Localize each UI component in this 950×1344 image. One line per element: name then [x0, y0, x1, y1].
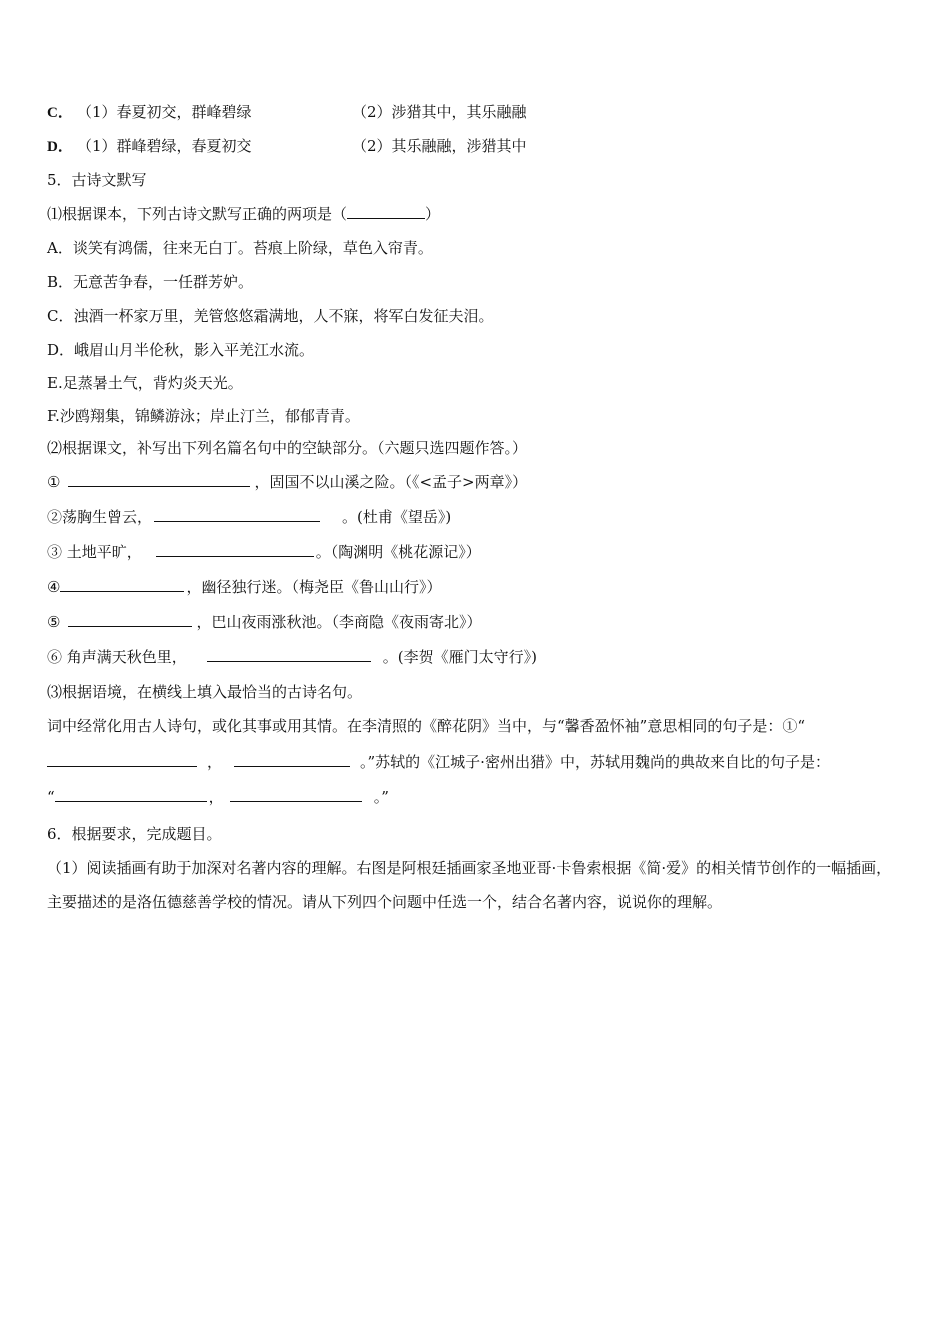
item-pre: ①: [47, 473, 61, 491]
fill-item-4: [47, 577, 441, 597]
choice-b: B．无意苦争春，一任群芳妒。: [47, 273, 254, 291]
answer-blank[interactable]: [234, 752, 350, 767]
separator: ，: [207, 753, 223, 771]
option-letter: D．: [47, 139, 73, 155]
stem-text: ⑴根据课本，下列古诗文默写正确的两项是（: [47, 205, 348, 223]
item-post: 。(李贺《雁门太守行》): [382, 648, 537, 666]
close-quote: 。”: [373, 788, 389, 806]
q5-p3-line2: [47, 752, 830, 772]
option-part2: （2）其乐融融，涉猎其中: [352, 137, 527, 155]
option-d: [47, 136, 527, 157]
answer-blank[interactable]: [207, 647, 371, 662]
choice-c: C．浊酒一杯家万里，羌管悠悠霜满地，人不寐，将军白发征夫泪。: [47, 307, 494, 325]
item-pre: ②荡胸生曾云，: [47, 508, 153, 526]
fill-item-6: [47, 647, 537, 667]
item-pre: ④: [47, 578, 61, 596]
fill-item-3: [47, 542, 481, 562]
q5-p3-para: 词中经常化用古人诗句，或化其事或用其情。在李清照的《醉花阴》当中，与“馨香盈怀袖”意思相同的句子是：①“: [47, 717, 806, 735]
answer-blank[interactable]: [68, 612, 192, 627]
answer-blank[interactable]: [47, 752, 197, 767]
item-post: 。(杜甫《望岳》): [342, 508, 452, 526]
q6-title: 6．根据要求，完成题目。: [47, 825, 222, 843]
item-post: 。（陶渊明《桃花源记》）: [315, 543, 481, 561]
answer-blank[interactable]: [55, 787, 207, 802]
answer-blank[interactable]: [68, 472, 250, 487]
fill-item-2: [47, 507, 451, 527]
choice-e: E.足蒸暑土气，背灼炎天光。: [47, 374, 243, 392]
fill-item-1: [47, 472, 527, 492]
answer-blank[interactable]: [156, 542, 314, 557]
answer-blank[interactable]: [347, 204, 425, 219]
choice-a: A．谈笑有鸿儒，往来无白丁。苔痕上阶绿，草色入帘青。: [47, 239, 433, 257]
option-letter: C．: [47, 105, 73, 121]
item-post: ，幽径独行迷。（梅尧臣《鲁山山行》）: [186, 578, 442, 596]
answer-blank[interactable]: [154, 507, 320, 522]
item-pre: ⑤: [47, 613, 61, 631]
q5-p3-line3: [47, 787, 389, 807]
option-part1: （1）春夏初交，群峰碧绿: [77, 103, 252, 121]
item-post: ，固国不以山溪之险。（《<孟子>两章》）: [254, 473, 528, 491]
item-post: ，巴山夜雨涨秋池。（李商隐《夜雨寄北》）: [196, 613, 482, 631]
stem-close: ）: [425, 205, 441, 223]
fill-item-5: [47, 612, 481, 632]
answer-blank[interactable]: [60, 577, 184, 592]
item-pre: ⑥ 角声满天秋色里，: [47, 648, 187, 666]
sentence-mid: 。”苏轼的《江城子·密州出猎》中，苏轼用魏尚的典故来自比的句子是：: [360, 753, 830, 771]
option-part2: （2）涉猎其中，其乐融融: [352, 103, 527, 121]
answer-blank[interactable]: [230, 787, 362, 802]
q6-paragraph: （1）阅读插画有助于加深对名著内容的理解。右图是阿根廷插画家圣地亚哥·卡鲁索根据《简·爱》的相关情节创作的一幅插画，主要描述的是洛伍德慈善学校的情况。请从下列四个问题中任选一个，结合名著内容，说说你的理解。: [47, 859, 892, 911]
option-c: [47, 102, 527, 123]
choice-d: D．峨眉山月半伦秋，影入平羌江水流。: [47, 341, 315, 359]
q5-p2-stem: ⑵根据课文，补写出下列名篇名句中的空缺部分。（六题只选四题作答。）: [47, 439, 528, 457]
item-pre: ③ 土地平旷，: [47, 543, 142, 561]
q5-p1-stem: [47, 204, 440, 224]
q5-p3-stem: ⑶根据语境，在横线上填入最恰当的古诗名句。: [47, 683, 363, 701]
choice-f: F.沙鸥翔集，锦鳞游泳；岸止汀兰，郁郁青青。: [47, 407, 360, 425]
open-quote: “: [47, 788, 55, 806]
q5-title: 5．古诗文默写: [47, 171, 147, 189]
option-part1: （1）群峰碧绿，春夏初交: [77, 137, 252, 155]
separator: ，: [208, 788, 224, 806]
